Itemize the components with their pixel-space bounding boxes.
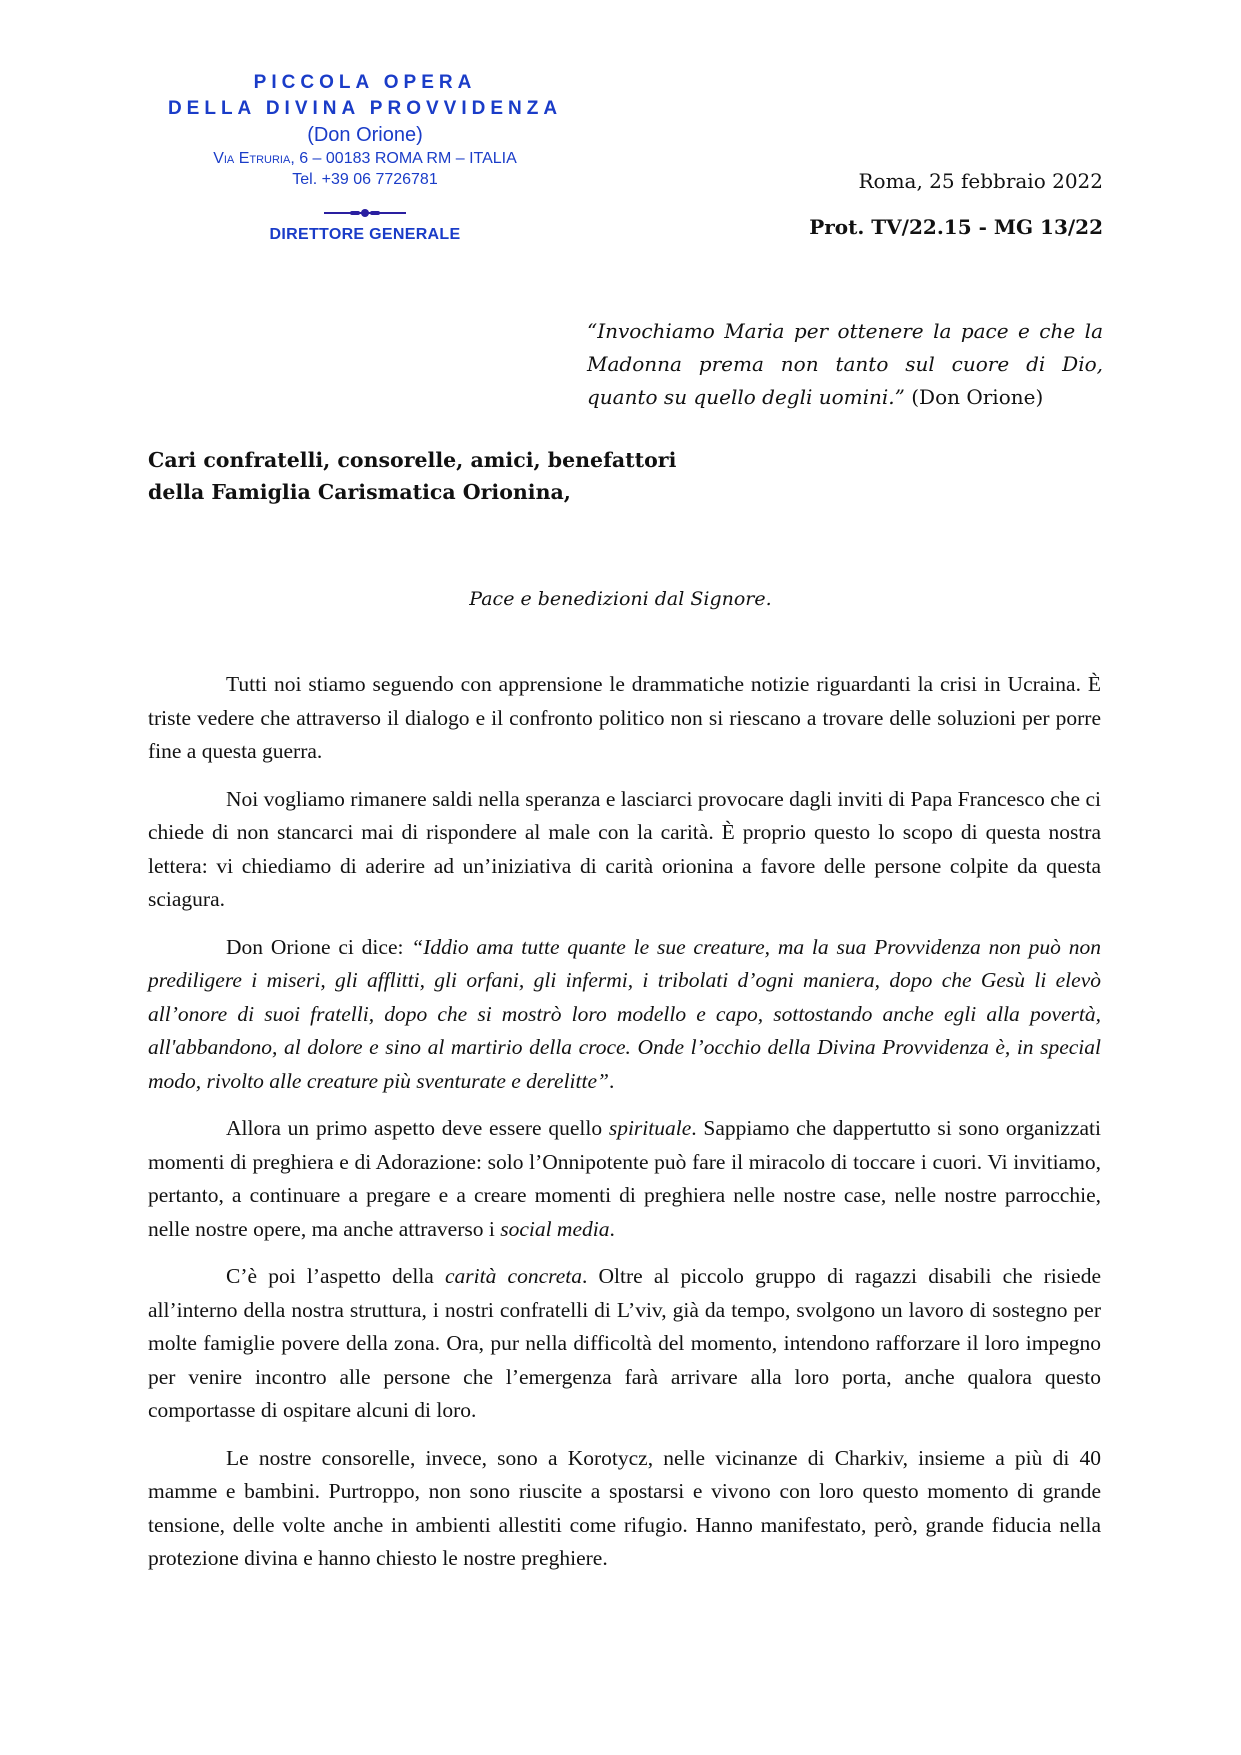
paragraph-text: C’è poi l’aspetto della xyxy=(226,1264,446,1288)
emphasis: spirituale xyxy=(608,1116,692,1140)
paragraph: Le nostre consorelle, invece, sono a Korotycz, nelle vicinanze di Charkiv, insieme a più di 40 mamme e bambini. Purtroppo, non sono riuscite a spostarsi e vivono con loro questo momento di grande tensione, delle volte anche in ambienti allestiti come rifugio. Hanno manifestato, però, grande fiducia nella protezione divina e hanno chiesto le nostre preghiere. xyxy=(148,1445,1101,1570)
ornament-divider-icon xyxy=(324,208,406,218)
epigraph-quote: “Invochiamo Maria per ottenere la pace e che la Madonna prema non tanto sul cuore di Dio, quanto su quello degli uomini.” xyxy=(587,319,1103,409)
letter-meta xyxy=(809,168,1103,240)
paragraph-lead: Don Orione ci dice: xyxy=(226,934,412,959)
letter-date: Roma, 25 febbraio 2022 xyxy=(858,169,1103,193)
organization-subtitle: (Don Orione) xyxy=(307,124,423,146)
don-orione-quote: “Iddio ama tutte quante le sue creature, ma la sua Provvidenza non può non prediligere i miseri, gli afflitti, gli orfani, gli infermi, i tribolati d’ogni maniera, dopo che Gesù li elevò all’onore di suoi fratelli, dopo che si mostrò loro modello e capo, sottostando anche egli alla povertà, all'abbandono, al dolore e sino al martirio della croce. Onde l’occhio della Divina Provvidenza è, in special modo, rivolto alle creature più sventurate e derelitte” xyxy=(148,934,1101,1093)
organization-name-line1: PICCOLA OPERA xyxy=(253,72,477,93)
emphasis: carità concreta xyxy=(445,1264,582,1288)
paragraph-text: . Oltre al piccolo gruppo di ragazzi disabili che risiede all’interno della nostra struttura, i nostri confratelli di L’viv, già da tempo, svolgono un lavoro di sostegno per molte famiglie povere della zona. Ora, pur nella difficoltà del momento, intendono rafforzare il loro impegno per venire incontro alle persone che l’emergenza farà arrivare alla loro porta, anche qualora questo comportasse di ospitare alcuni di loro. xyxy=(148,1264,1101,1422)
paragraph-text: . xyxy=(609,1216,615,1241)
letterhead xyxy=(150,70,580,244)
epigraph xyxy=(587,315,1103,414)
organization-name-line2: DELLA DIVINA PROVVIDENZA xyxy=(167,98,563,119)
paragraph xyxy=(148,1112,1101,1246)
sender-role: DIRETTORE GENERALE xyxy=(269,226,461,243)
organization-address: Via Etruria, 6 – 00183 ROMA RM – ITALIA xyxy=(213,150,517,167)
paragraph: Noi vogliamo rimanere saldi nella speranza e lasciarci provocare dagli inviti di Papa Francesco che ci chiede di non stancarci mai di rispondere al male con la carità. È proprio questo lo scopo di questa nostra lettera: vi chiediamo di aderire ad un’iniziativa di carità orionina a favore delle persone colpite da questa sciagura. xyxy=(148,786,1101,911)
paragraph-text: Allora un primo aspetto deve essere quello xyxy=(226,1116,609,1140)
protocol-number: Prot. TV/22.15 - MG 13/22 xyxy=(809,215,1103,239)
emphasis: social media xyxy=(500,1216,610,1241)
letter-body xyxy=(148,668,1101,1590)
paragraph-tail: . xyxy=(608,1068,615,1093)
salutation-line1: Cari confratelli, consorelle, amici, benefattori xyxy=(148,448,677,472)
paragraph xyxy=(148,1260,1101,1428)
salutation xyxy=(148,444,676,508)
greeting: Pace e benedizioni dal Signore. xyxy=(469,588,772,610)
organization-phone: Tel. +39 06 7726781 xyxy=(292,171,438,188)
salutation-line2: della Famiglia Carismatica Orionina, xyxy=(148,480,571,504)
epigraph-attribution: (Don Orione) xyxy=(911,385,1044,409)
paragraph-text: . Sappiamo che dappertutto si sono organizzati momenti di preghiera e di Adorazione: solo l’Onnipotente può fare il miracolo di toccare i cuori. Vi invitiamo, pertanto, a continuare a pregare e a creare momenti di preghiera nelle nostre case, nelle nostre parrocchie, nelle nostre opere, ma anche attraverso i xyxy=(148,1116,1102,1241)
paragraph xyxy=(148,931,1101,1099)
paragraph: Tutti noi stiamo seguendo con apprensione le drammatiche notizie riguardanti la crisi in Ucraina. È triste vedere che attraverso il dialogo e il confronto politico non si riescano a trovare delle soluzioni per porre fine a questa guerra. xyxy=(148,672,1101,763)
